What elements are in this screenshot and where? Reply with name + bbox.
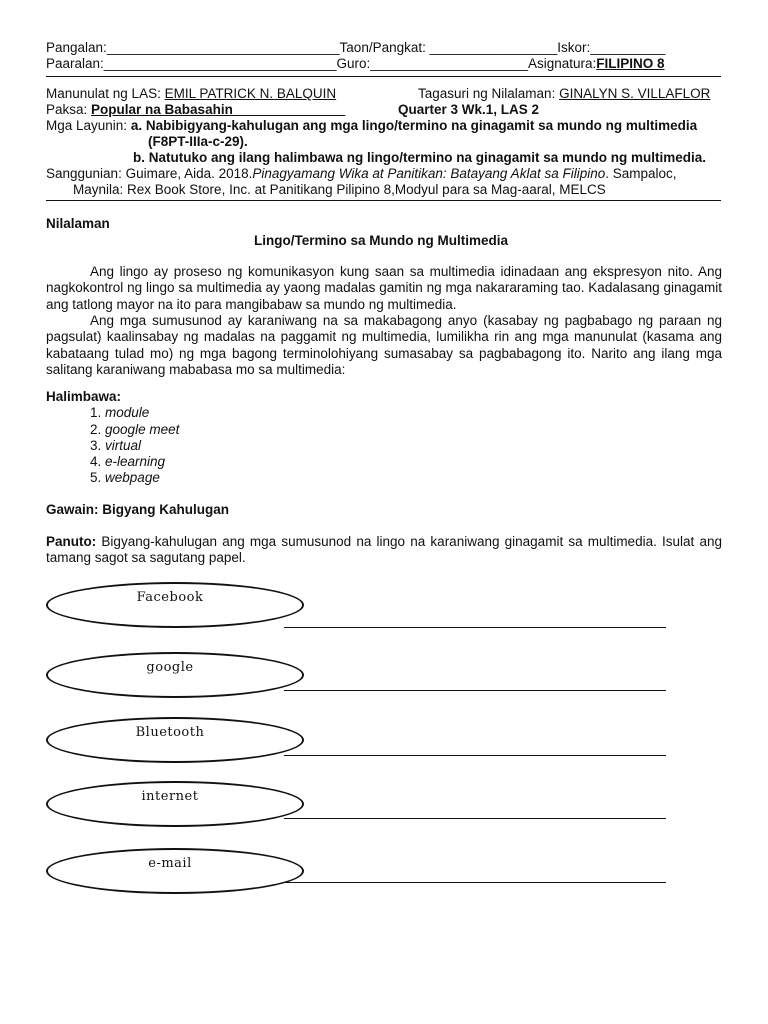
- layunin-b: b. Natutuko ang ilang halimbawa ng lingo/termino na ginagamit sa mundo ng multimedia.: [133, 150, 707, 165]
- term-label: e-mail: [148, 856, 192, 871]
- header-divider: [46, 76, 721, 77]
- term-oval-bluetooth: [46, 717, 304, 763]
- term-oval-email: [46, 848, 304, 894]
- term-label: internet: [141, 789, 199, 804]
- layunin-a-code: (F8PT-IIIa-c-29).: [148, 134, 248, 149]
- instructions: [46, 534, 722, 567]
- list-number: 5.: [90, 470, 102, 485]
- answer-line[interactable]: [284, 755, 666, 756]
- tagasuri-name: GINALYN S. VILLAFLOR: [559, 86, 711, 101]
- sanggunian-start: Sanggunian: Guimare, Aida. 2018.: [46, 166, 253, 181]
- term-oval-google: [46, 652, 304, 698]
- manunulat-label: Manunulat ng LAS:: [46, 86, 165, 101]
- paaralan-text: Paaralan:_______________________________Guro:_____________________Asignatura:: [46, 56, 597, 71]
- term-oval-facebook: [46, 582, 304, 628]
- layunin-line-a: [46, 118, 697, 134]
- examples-label: Halimbawa:: [46, 389, 122, 404]
- layunin-a: a. Nabibigyang-kahulugan ang mga lingo/termino na ginagamit sa mundo ng multimedia: [130, 118, 698, 133]
- section-label: Nilalaman: [46, 216, 110, 231]
- paaralan-line: [46, 56, 665, 72]
- subject: FILIPINO 8: [596, 56, 665, 71]
- paksa-line: [46, 102, 345, 118]
- list-item: [90, 438, 141, 454]
- paksa-label: Paksa:: [46, 102, 92, 117]
- sanggunian-line-2: Maynila: Rex Book Store, Inc. at Panitikang Pilipino 8,Modyul para sa Mag-aaral, MELCS: [73, 182, 606, 197]
- list-term: webpage: [105, 470, 160, 485]
- list-number: 4.: [90, 454, 102, 469]
- manunulat-line: [46, 86, 336, 102]
- list-number: 1.: [90, 405, 102, 420]
- list-term: module: [105, 405, 150, 420]
- term-label: google: [146, 660, 194, 675]
- term-oval-internet: [46, 781, 304, 827]
- term-label: Facebook: [136, 590, 204, 605]
- page-title: Lingo/Termino sa Mundo ng Multimedia: [254, 233, 508, 248]
- header-bottom-divider: [46, 200, 721, 201]
- paragraph-1: Ang lingo ay proseso ng komunikasyon kung saan sa multimedia idinadaan ang ekspresyon nito. Ang nagkokontrol ng lingo sa multimedia ay yaong madalas gamitin ng mga nakararaming tao. Kadalasang ginagamit ang tatlong mayor na ito para mangibabaw sa mundo ng multimedia.: [46, 264, 722, 312]
- answer-line[interactable]: [284, 882, 666, 883]
- list-number: 3.: [90, 438, 102, 453]
- term-label: Bluetooth: [135, 725, 205, 740]
- instructions-text: Bigyang-kahulugan ang mga sumusunod na lingo na karaniwang ginagamit sa multimedia. Isulat ang tamang sagot sa sagutang papel.: [46, 534, 722, 566]
- instructions-label: Panuto:: [46, 534, 97, 549]
- manunulat-name: EMIL PATRICK N. BALQUIN: [164, 86, 337, 101]
- sanggunian-mid: . Sampaloc,: [605, 166, 677, 181]
- sanggunian-line: [46, 166, 677, 182]
- layunin-label: Mga Layunin:: [46, 118, 131, 133]
- list-number: 2.: [90, 422, 102, 437]
- answer-line[interactable]: [284, 818, 666, 819]
- tagasuri-line: [418, 86, 710, 102]
- list-term: virtual: [105, 438, 142, 453]
- answer-line[interactable]: [284, 627, 666, 628]
- list-item: [90, 470, 160, 486]
- sanggunian-book-title: Pinagyamang Wika at Panitikan: Batayang Aklat sa Filipino: [252, 166, 606, 181]
- quarter-label: Quarter 3 Wk.1, LAS 2: [398, 102, 540, 117]
- tagasuri-label: Tagasuri ng Nilalaman:: [418, 86, 560, 101]
- list-term: google meet: [105, 422, 180, 437]
- list-term: e-learning: [105, 454, 166, 469]
- paksa-value: Popular na Babasahin: [91, 102, 346, 117]
- list-item: [90, 405, 149, 421]
- list-item: [90, 422, 179, 438]
- answer-line[interactable]: [284, 690, 666, 691]
- pangalan-line: Pangalan:_______________________________Taon/Pangkat: _________________Iskor:__________: [46, 40, 666, 55]
- paragraph-2: Ang mga sumusunod ay karaniwang na sa makabagong anyo (kasabay ng pagbabago ng paraan ng pagsulat) kaalinsabay ng madalas na paggamit ng multimedia, lumilikha rin ang mga manunulat (kasama ang kabataang tulad mo) ng mga bagong terminolohiyang sumasabay sa pagbabagong ito. Narito ang ilang mga salitang karaniwang mababasa mo sa multimedia:: [46, 313, 722, 377]
- activity-title: Gawain: Bigyang Kahulugan: [46, 502, 230, 517]
- list-item: [90, 454, 165, 470]
